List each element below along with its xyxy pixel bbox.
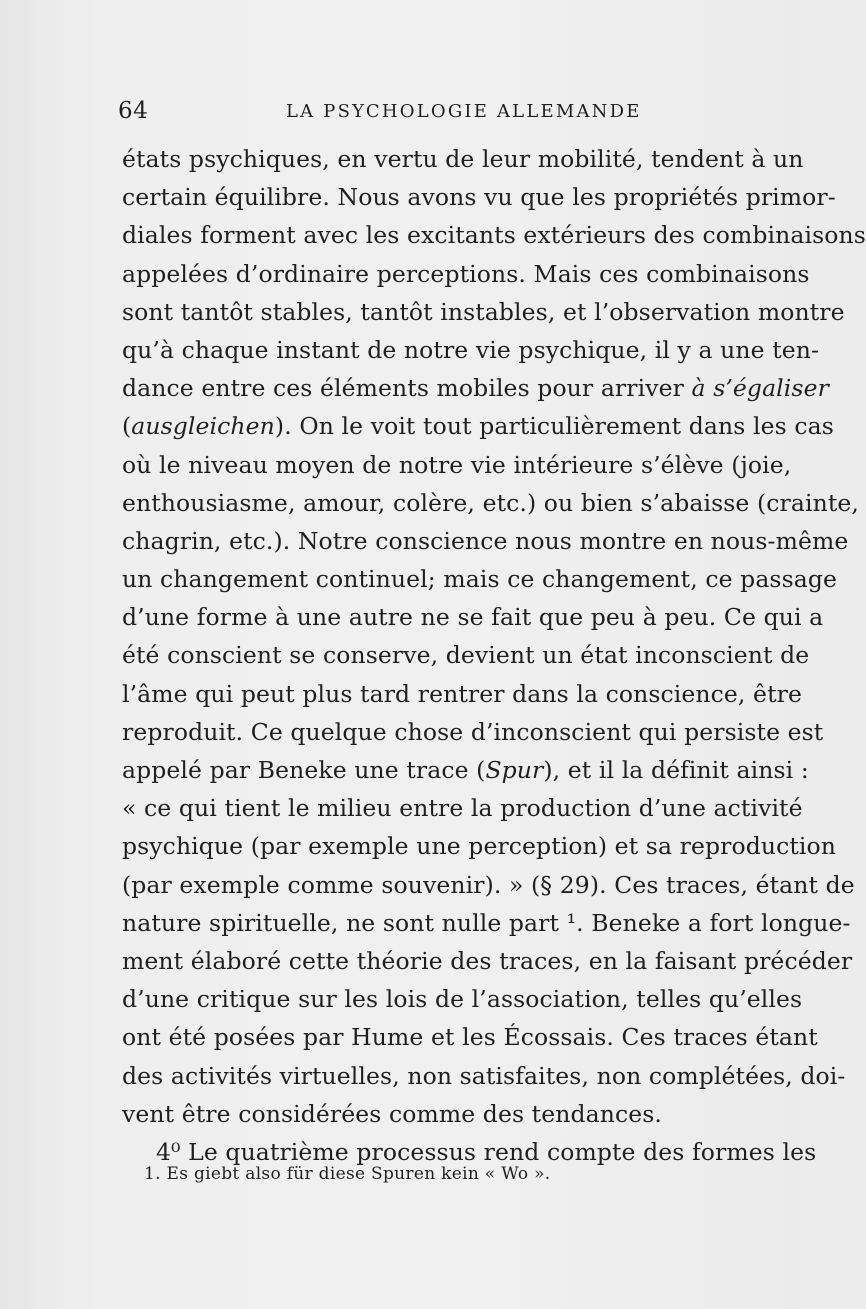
text-line: ment élaboré cette théorie des traces, en la faisant précéder <box>122 946 853 975</box>
text-line: l’âme qui peut plus tard rentrer dans la conscience, être <box>122 679 802 708</box>
text-line: sont tantôt stables, tantôt instables, et l’observation montre <box>122 297 845 326</box>
page-header <box>118 98 758 130</box>
text-line: certain équilibre. Nous avons vu que les propriétés primor- <box>122 183 836 212</box>
text-line: d’une forme à une autre ne se fait que peu à peu. Ce qui a <box>122 603 824 632</box>
italic-term: Spur <box>485 756 544 784</box>
body-text <box>122 140 866 1171</box>
text-line: nature spirituelle, ne sont nulle part ¹. Beneke a fort longue- <box>122 908 851 937</box>
text-line: été conscient se conserve, devient un état inconscient de <box>122 641 810 670</box>
text-line: (par exemple comme souvenir). » (§ 29). Ces traces, étant de <box>122 870 855 899</box>
text-line: reproduit. Ce quelque chose d’inconscient qui persiste est <box>122 717 824 746</box>
text-line <box>122 407 834 445</box>
text-line: d’une critique sur les lois de l’association, telles qu’elles <box>122 985 803 1014</box>
text-line: enthousiasme, amour, colère, etc.) ou bien s’abaisse (crainte, <box>122 488 859 517</box>
text-span: dance entre ces éléments mobiles pour arriver <box>122 374 692 403</box>
running-title: LA PSYCHOLOGIE ALLEMANDE <box>286 101 642 122</box>
footnote: 1. Es giebt also für diese Spuren kein « Wo ». <box>144 1164 551 1184</box>
text-line: des activités virtuelles, non satisfaites, non complétées, doi- <box>122 1061 846 1090</box>
text-span: appelé par Beneke une trace ( <box>122 756 486 784</box>
text-line: vent être considérées comme des tendances. <box>122 1099 662 1128</box>
text-span: ( <box>122 412 132 441</box>
text-line: « ce qui tient le milieu entre la production d’une activité <box>122 794 803 823</box>
text-line: qu’à chaque instant de notre vie psychique, il y a une ten- <box>122 335 820 364</box>
text-line <box>122 751 809 789</box>
text-line: 4⁰ Le quatrième processus rend compte des formes les <box>156 1137 817 1166</box>
text-line: appelées d’ordinaire perceptions. Mais ces combinaisons <box>122 259 810 288</box>
text-line: psychique (par exemple une perception) et sa reproduction <box>122 832 836 861</box>
italic-term: ausgleichen <box>131 412 275 441</box>
text-span: ), et il la définit ainsi : <box>543 756 809 784</box>
text-line: diales forment avec les excitants extérieurs des combinaisons <box>122 221 866 250</box>
text-line: chagrin, etc.). Notre conscience nous montre en nous-même <box>122 526 849 555</box>
page-number: 64 <box>118 98 149 124</box>
text-span: ). On le voit tout particulièrement dans les cas <box>274 412 834 441</box>
text-line: états psychiques, en vertu de leur mobilité, tendent à un <box>122 145 804 173</box>
text-line: où le niveau moyen de notre vie intérieure s’élève (joie, <box>122 450 792 479</box>
text-line: ont été posées par Hume et les Écossais. Ces traces étant <box>122 1023 818 1052</box>
text-line: un changement continuel; mais ce changement, ce passage <box>122 565 838 594</box>
italic-term: à s’égaliser <box>691 374 829 403</box>
text-line <box>122 369 829 407</box>
